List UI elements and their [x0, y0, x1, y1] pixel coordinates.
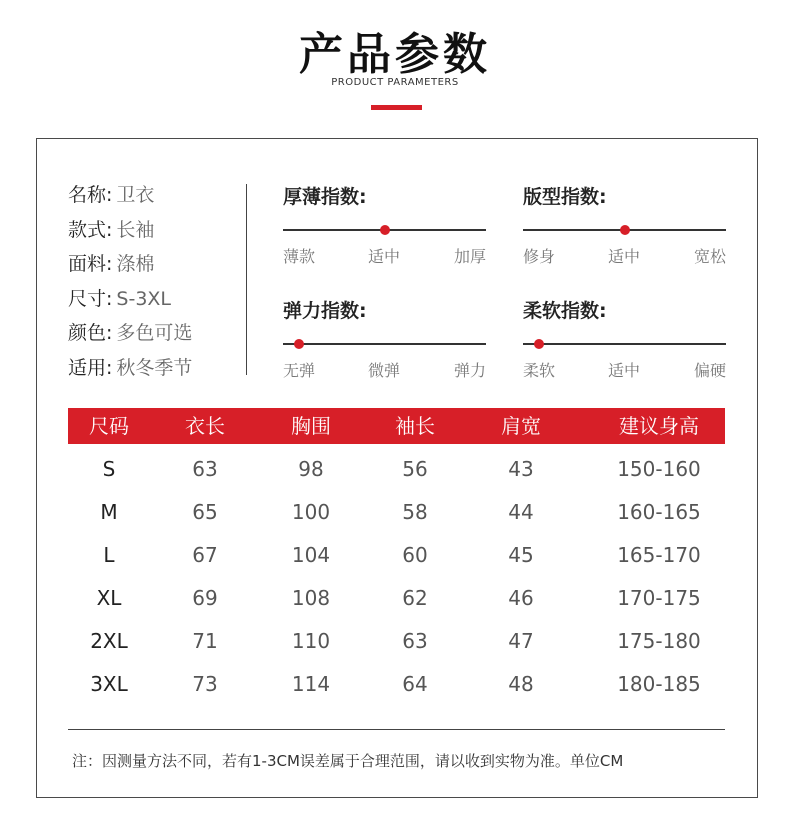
- size-table-body: [68, 444, 725, 706]
- title-underline: [371, 105, 422, 110]
- cell-chest: 100: [291, 500, 331, 524]
- info-value: 长袖: [116, 218, 155, 241]
- cell-chest: 104: [291, 543, 331, 567]
- info-key: 名称:: [68, 184, 113, 206]
- meter-title: 版型指数:: [523, 186, 607, 208]
- cell-chest: 98: [298, 457, 324, 481]
- header-cell-height: 建议身高: [619, 414, 699, 438]
- info-row-season: [68, 353, 192, 388]
- header-cell-sleeve: 袖长: [395, 414, 435, 438]
- meter-indicator: [620, 225, 630, 235]
- info-value: 秋冬季节: [116, 356, 193, 379]
- info-key: 尺寸:: [68, 287, 113, 310]
- cell-length: 65: [192, 500, 218, 524]
- meter-label-low: 无弹: [283, 361, 316, 380]
- meter-label-high: 加厚: [453, 247, 486, 266]
- meter-track: [523, 343, 726, 345]
- cell-size: S: [102, 457, 116, 481]
- cell-sleeve: 64: [402, 672, 428, 696]
- info-key: 适用:: [68, 356, 113, 379]
- page-subtitle: PRODUCT PARAMETERS: [331, 77, 459, 88]
- meter-label-mid: 适中: [607, 247, 641, 266]
- table-row: [68, 534, 725, 577]
- meter-label-mid: 微弹: [367, 361, 401, 380]
- meter-label-mid: 适中: [367, 247, 401, 266]
- cell-sleeve: 60: [402, 543, 428, 567]
- cell-chest: 108: [291, 586, 331, 610]
- meter-title: 柔软指数:: [523, 300, 607, 322]
- meter-label-low: 修身: [523, 247, 556, 266]
- meter-title: 弹力指数:: [283, 300, 367, 322]
- meter-label-high: 宽松: [693, 247, 726, 266]
- cell-size: 2XL: [90, 629, 128, 653]
- cell-height: 160-165: [617, 500, 701, 524]
- cell-chest: 110: [291, 629, 331, 653]
- cell-sleeve: 63: [402, 629, 428, 653]
- cell-size: XL: [96, 586, 122, 610]
- cell-height: 180-185: [617, 672, 701, 696]
- cell-chest: 114: [291, 672, 331, 696]
- table-row: [68, 577, 725, 620]
- info-row-name: [68, 180, 192, 215]
- header-cell-shoulder: 肩宽: [501, 414, 541, 438]
- table-bottom-divider: [68, 729, 725, 730]
- cell-length: 69: [192, 586, 218, 610]
- cell-height: 170-175: [617, 586, 701, 610]
- info-key: 款式:: [68, 218, 113, 241]
- measurement-note: 注：因测量方法不同，若有1-3CM误差属于合理范围，请以收到实物为准。单位CM: [72, 752, 624, 770]
- meter-track: [283, 343, 486, 345]
- meter-label-mid: 适中: [607, 361, 641, 380]
- cell-sleeve: 62: [402, 586, 428, 610]
- cell-height: 165-170: [617, 543, 701, 567]
- cell-length: 73: [192, 672, 218, 696]
- info-divider: [246, 184, 247, 375]
- info-row-style: [68, 215, 192, 250]
- cell-size: L: [103, 543, 115, 567]
- cell-height: 150-160: [617, 457, 701, 481]
- cell-size: 3XL: [90, 672, 128, 696]
- cell-shoulder: 44: [508, 500, 534, 524]
- table-row: [68, 620, 725, 663]
- page-title: 产品参数: [299, 29, 491, 80]
- cell-height: 175-180: [617, 629, 701, 653]
- info-key: 面料:: [68, 253, 113, 275]
- info-row-size: [68, 284, 192, 319]
- cell-shoulder: 45: [508, 543, 534, 567]
- info-row-color: [68, 318, 192, 353]
- header-cell-length: 衣长: [185, 414, 225, 438]
- table-row: [68, 448, 725, 491]
- meter-label-low: 柔软: [523, 361, 556, 380]
- cell-shoulder: 43: [508, 457, 534, 481]
- info-value: 涤棉: [116, 253, 155, 275]
- info-key: 颜色:: [68, 322, 113, 344]
- meter-indicator: [380, 225, 390, 235]
- cell-length: 63: [192, 457, 218, 481]
- meter-label-high: 弹力: [453, 361, 486, 380]
- cell-sleeve: 56: [402, 457, 428, 481]
- table-row: [68, 663, 725, 706]
- size-table-header: [68, 408, 725, 444]
- info-value: 卫衣: [116, 184, 155, 206]
- cell-sleeve: 58: [402, 500, 428, 524]
- cell-length: 67: [192, 543, 218, 567]
- info-row-fabric: [68, 249, 192, 284]
- meter-label-low: 薄款: [283, 247, 316, 266]
- cell-size: M: [100, 500, 118, 524]
- cell-shoulder: 47: [508, 629, 534, 653]
- header-cell-size: 尺码: [89, 414, 129, 438]
- header-cell-chest: 胸围: [291, 414, 331, 438]
- meter-label-high: 偏硬: [693, 361, 726, 380]
- meter-title: 厚薄指数:: [283, 186, 367, 208]
- table-row: [68, 491, 725, 534]
- info-value: S-3XL: [116, 287, 172, 310]
- product-info: [68, 180, 192, 387]
- cell-shoulder: 48: [508, 672, 534, 696]
- size-table: [68, 408, 725, 706]
- info-value: 多色可选: [116, 322, 193, 344]
- cell-shoulder: 46: [508, 586, 534, 610]
- cell-length: 71: [192, 629, 218, 653]
